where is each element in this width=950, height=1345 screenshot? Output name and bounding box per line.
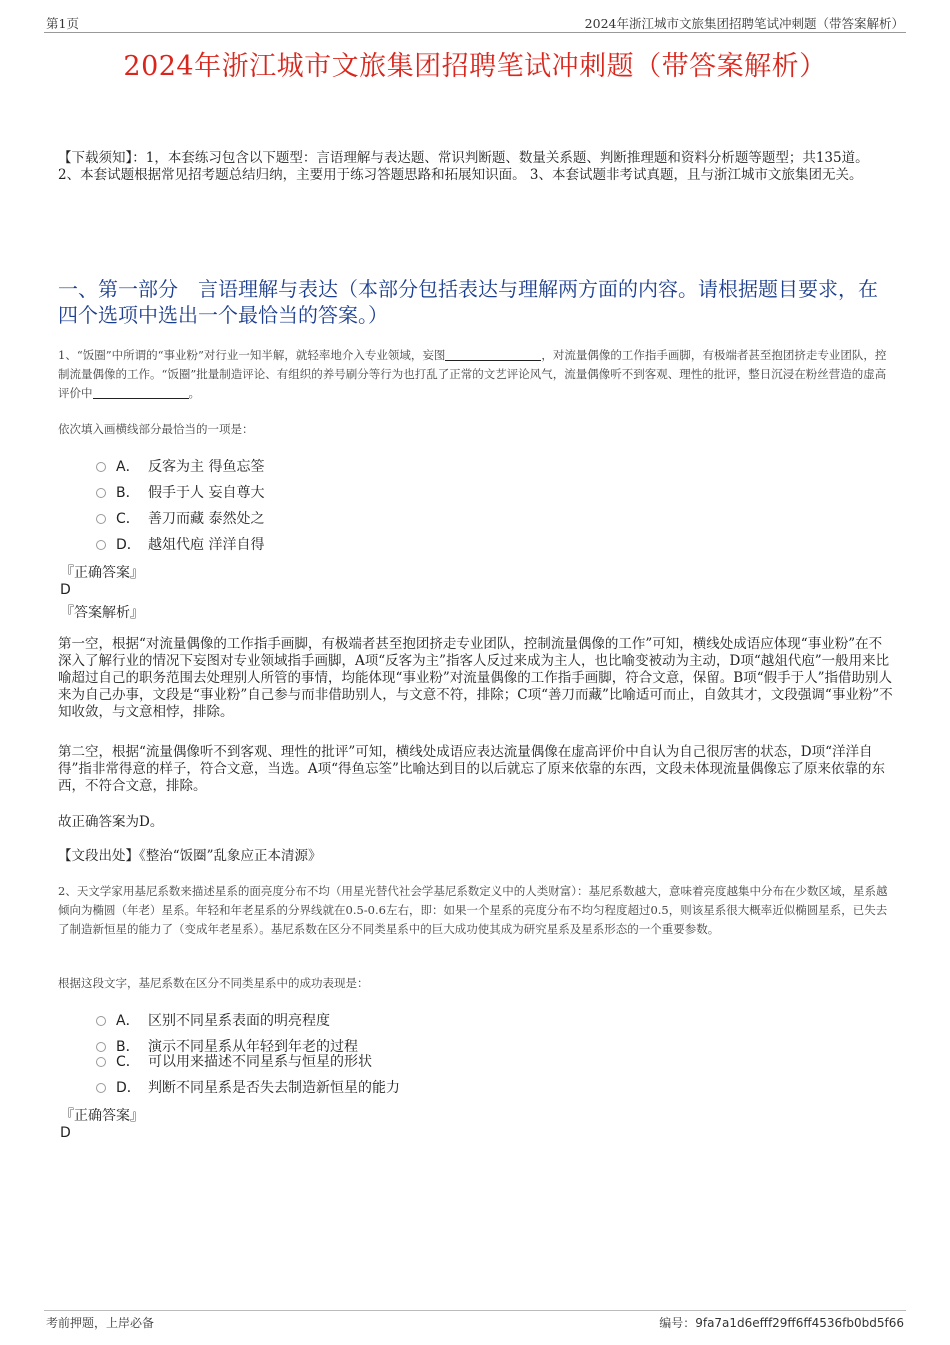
q1-analysis-conclusion: 故正确答案为D。 [58,814,164,830]
blank-2 [93,386,189,399]
radio-icon[interactable] [96,1083,106,1093]
section-heading: 一、第一部分 言语理解与表达（本部分包括表达与理解两方面的内容。请根据题目要求，在四个选项中选出一个最恰当的答案。） [58,277,878,327]
question-1-prompt: 依次填入画横线部分最恰当的一项是： [58,422,254,436]
q1-option-c[interactable]: C． 善刀而藏 泰然处之 [96,508,264,528]
footer-divider [44,1310,906,1311]
page-number: 第1页 [46,16,79,31]
q2-option-c[interactable]: C． 可以用来描述不同星系与恒星的形状 [96,1051,372,1071]
radio-icon[interactable] [96,488,106,498]
question-1-stem: 1、“饭圈”中所谓的“事业粉”对行业一知半解，就轻率地介入专业领域，妄图 ，对流量偶像的工作指手画脚，有极端者甚至抱团挤走专业团队，控制流量偶像的工作。“饭圈”批量制造评论、有组织的养号刷分等行为也打乱了正常的文艺评论风气，流量偶像听不到客观、理性的批评，整日沉浸在粉丝营造的虚高评价中 。 [58,348,887,400]
q1-answer: D [60,582,71,598]
document-id: 编号：9fa7a1d6efff29ff6ff4536fb0bd5f66 [659,1316,904,1330]
q2-answer: D [60,1125,71,1141]
q1-option-d[interactable]: D． 越俎代庖 洋洋自得 [96,534,264,554]
q2-answer-label: 『正确答案』 [60,1108,144,1124]
q2-option-d[interactable]: D． 判断不同星系是否失去制造新恒星的能力 [96,1077,400,1097]
radio-icon[interactable] [96,462,106,472]
q1-option-a[interactable]: A． 反客为主 得鱼忘筌 [96,456,264,476]
q1-analysis-label: 『答案解析』 [60,605,144,621]
footer-slogan: 考前押题，上岸必备 [46,1316,155,1330]
q1-source: 【文段出处】《整治“饭圈”乱象应正本清源》 [58,848,322,864]
question-2-prompt: 根据这段文字，基尼系数在区分不同类星系中的成功表现是： [58,976,369,990]
download-notice: 【下载须知】：1，本套练习包含以下题型：言语理解与表达题、常识判断题、数量关系题、判断推理题和资料分析题等题型；共135道。 2、本套试题根据常见招考题总结归纳，主要用于练习答题思路和拓展知识面。 3、本套试题非考试真题，且与浙江城市文旅集团无关。 [58,150,869,183]
q1-answer-label: 『正确答案』 [60,565,144,581]
radio-icon[interactable] [96,540,106,550]
radio-icon[interactable] [96,514,106,524]
q2-option-a[interactable]: A． 区别不同星系表面的明亮程度 [96,1010,330,1030]
q2-option-b[interactable]: B． 演示不同星系从年轻到年老的过程 [96,1036,358,1056]
question-2-stem: 2、天文学家用基尼系数来描述星系的面亮度分布不均（用星光替代社会学基尼系数定义中的人类财富）：基尼系数越大，意味着亮度越集中分布在少数区域，星系越倾向为椭圆（年老）星系。年轻和年老星系的分界线就在0.5-0.6左右，即：如果一个星系的亮度分布不均匀程度超过0.5，则该星系很大概率近似椭圆星系，已失去了制造新恒星的能力了（变成年老星系）。基尼系数在区分不同类星系中的巨大成功使其成为研究星系及星系形态的一个重要参数。 [58,884,888,936]
blank-1 [445,348,541,361]
q1-analysis-paragraph-2: 第二空，根据“流量偶像听不到客观、理性的批评”可知，横线处成语应表达流量偶像在虚高评价中自认为自己很厉害的状态，D项“洋洋自得”指非常得意的样子，符合文意，当选。A项“得鱼忘筌”比喻达到目的以后就忘了原来依靠的东西，文段未体现流量偶像忘了原来依靠的东西，不符合文意，排除。 [58,744,885,794]
q1-analysis-paragraph-1: 第一空，根据“对流量偶像的工作指手画脚，有极端者甚至抱团挤走专业团队，控制流量偶像的工作”可知，横线处成语应体现“事业粉”在不深入了解行业的情况下妄图对专业领域指手画脚，A项“反客为主”指客人反过来成为主人，也比喻变被动为主动，D项“越俎代庖”一般用来比喻超过自己的职务范围去处理别人所管的事情，均能体现“事业粉”对流量偶像的工作指手画脚，符合文意，保留。B项“假手于人”指借助别人来为自己办事，文段是“事业粉”自己参与而非借助别人，与文意不符，排除；C项“善刀而藏”比喻适可而止，自敛其才，文段强调“事业粉”不知收敛，与文意相悖，排除。 [58,636,893,720]
q1-option-b[interactable]: B． 假手于人 妄自尊大 [96,482,264,502]
header-divider [44,32,906,33]
radio-icon[interactable] [96,1057,106,1067]
running-title: 2024年浙江城市文旅集团招聘笔试冲刺题（带答案解析） [584,16,904,31]
document-title: 2024年浙江城市文旅集团招聘笔试冲刺题（带答案解析） [123,51,827,82]
radio-icon[interactable] [96,1016,106,1026]
